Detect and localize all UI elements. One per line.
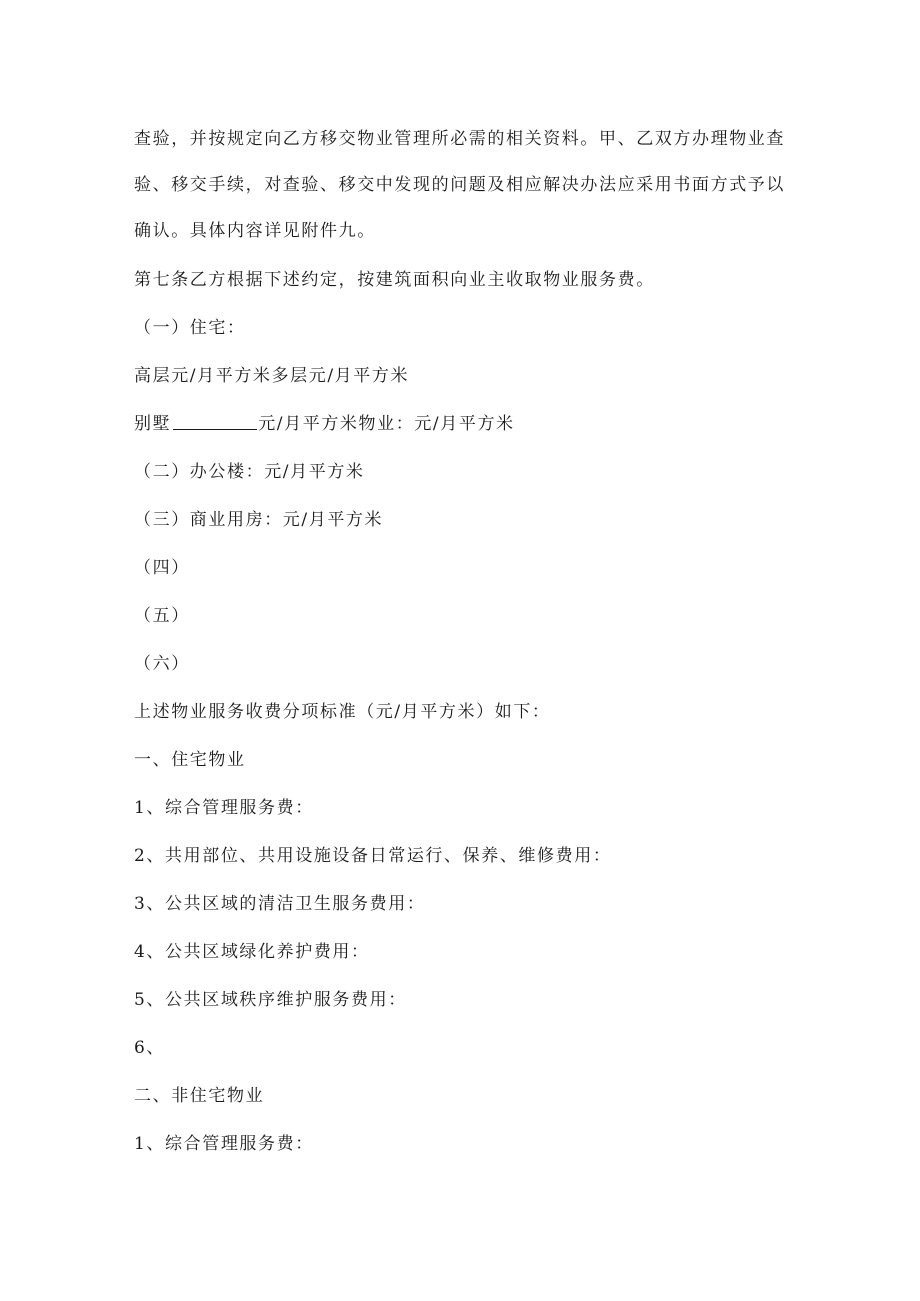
document-body [134,116,794,1168]
villa-prefix: 别墅 [134,414,172,434]
commercial-rate-line: （三）商业用房：元/月平方米 [134,510,384,530]
section-1-item: 4、公共区域绿化养护费用： [134,942,370,962]
section-2-title: 二、非住宅物业 [134,1086,265,1106]
residential-rates-line: 高层元/月平方米多层元/月平方米 [134,366,410,386]
item-6-line: （六） [134,654,190,674]
breakdown-intro: 上述物业服务收费分项标准（元/月平方米）如下： [134,702,551,722]
villa-rates-line [134,400,794,448]
lead-line-1: 查验，并按规定向乙方移交物业管理所必需的相关资料。甲、乙双方办理物业查 [134,129,785,149]
lead-paragraph [134,116,794,254]
section-1-item: 5、公共区域秩序维护服务费用： [134,990,407,1010]
section-1-item: 2、共用部位、共用设施设备日常运行、保养、维修费用： [134,846,612,866]
section-1-item: 3、公共区域的清洁卫生服务费用： [134,894,426,914]
article-7-heading: 第七条乙方根据下述约定，按建筑面积向业主收取物业服务费。 [134,270,655,290]
residential-label: （一）住宅： [134,318,246,338]
section-1-title: 一、住宅物业 [134,750,246,770]
section-1-item: 1、综合管理服务费： [134,798,314,818]
villa-blank-field [173,428,257,430]
villa-suffix: 元/月平方米物业：元/月平方米 [258,414,515,434]
office-rate-line: （二）办公楼：元/月平方米 [134,462,365,482]
lead-line-3: 确认。具体内容详见附件九。 [134,221,376,241]
item-4-line: （四） [134,558,190,578]
section-2-item: 1、综合管理服务费： [134,1134,314,1154]
section-1-item: 6、 [134,1038,166,1058]
lead-line-2: 验、移交手续，对查验、移交中发现的问题及相应解决办法应采用书面方式予以 [134,175,785,195]
item-5-line: （五） [134,606,190,626]
